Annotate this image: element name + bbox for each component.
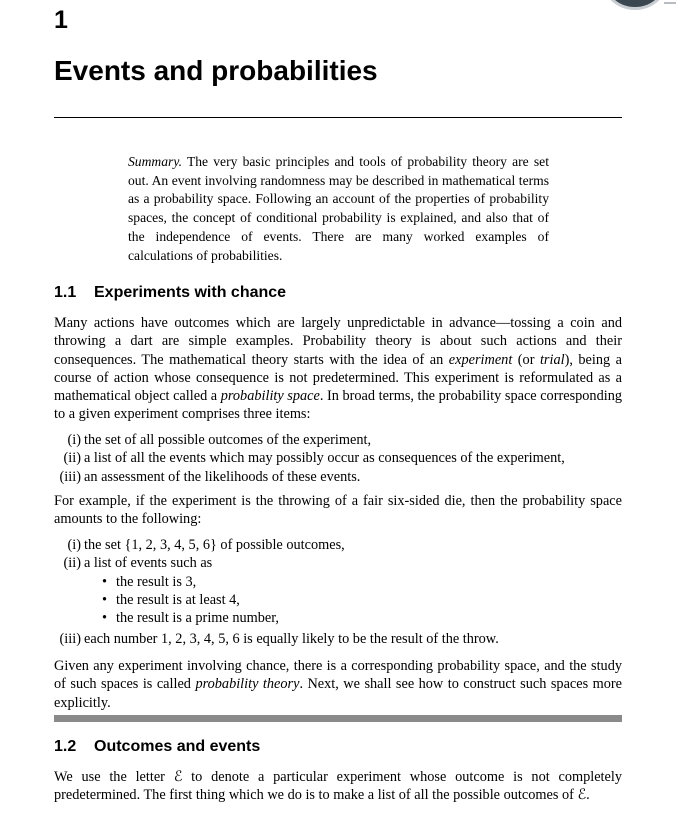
section-number: 1.1: [54, 284, 77, 301]
bullet-item: • the result is at least 4,: [102, 591, 622, 609]
term-experiment: experiment: [448, 351, 513, 368]
list-item: [54, 468, 622, 486]
list-text: the set {1, 2, 3, 4, 5, 6} of possible outcomes,: [84, 537, 345, 553]
space-items-list: [54, 431, 622, 486]
list-item: [54, 449, 622, 467]
die-example-list: [54, 536, 622, 649]
event-bullets: [84, 573, 622, 628]
bullet-item: • the result is 3,: [102, 573, 622, 591]
summary-text: The very basic principles and tools of probability theory are set out. An event involving randomness may be described in mathematical terms as a probability space. Following an account of the properties of probability spaces, the concept of conditional probability is explained, and also that of the independence of events. There are many worked examples of calculations of probabilities.: [128, 154, 549, 263]
intro-paragraph: [54, 314, 622, 424]
list-label: (i): [67, 432, 81, 448]
term-probability-theory: probability theory: [195, 676, 300, 693]
text-run: . In broad terms, the probability space corresponding to a given experiment comprises three items:: [54, 388, 622, 423]
list-label: (ii): [63, 555, 81, 572]
list-text: each number 1, 2, 3, 4, 5, 6 is equally likely to be the result of the throw.: [84, 631, 499, 648]
section-title: Outcomes and events: [94, 738, 261, 755]
summary-label: Summary.: [128, 154, 182, 169]
chapter-number: 1: [54, 6, 68, 34]
closing-paragraph: [54, 657, 622, 712]
example-paragraph: For example, if the experiment is the throwing of a fair six-sided die, then the probability space amounts to the following:: [54, 493, 622, 528]
list-item: [54, 431, 622, 449]
chapter-summary: [128, 153, 549, 265]
term-trial: trial: [539, 351, 565, 368]
list-text: a list of all the events which may possibly occur as consequences of the experiment,: [84, 450, 565, 467]
section-number: 1.2: [54, 738, 77, 755]
list-text: the set of all possible outcomes of the experiment,: [84, 432, 372, 448]
list-item: [54, 630, 622, 648]
text-run: . Next, we shall see how to construct such spaces more explicitly.: [54, 676, 623, 711]
list-item: [54, 536, 622, 554]
section-title: Experiments with chance: [94, 284, 287, 301]
bullet-item: • the result is a prime number,: [102, 609, 622, 627]
text-run: Given any experiment involving chance, there is a corresponding probability space, and the study of such spaces is called: [54, 658, 622, 693]
title-rule: [54, 117, 622, 118]
chapter-title: Events and probabilities: [54, 55, 378, 86]
list-text: a list of events such as: [84, 555, 213, 572]
outcomes-paragraph: We use the letter ℰ to denote a particular experiment whose outcome is not completely predetermined. The first thing which we do is to make a list of all the possible outcomes of ℰ.: [54, 769, 622, 804]
text-run: Many actions have outcomes which are largely unpredictable in advance—tossing a coin and throwing a dart are simple examples. Probability theory is about such actions and their consequences. The mathematical theory starts with the idea of an: [54, 315, 622, 368]
list-text: an assessment of the likelihoods of these events.: [84, 468, 361, 485]
list-label: (iii): [59, 468, 81, 485]
section-divider: [54, 715, 622, 722]
section-1-1-heading: [54, 284, 286, 302]
list-label: (iii): [59, 631, 81, 648]
text-run: (or: [512, 351, 540, 368]
text-run: ), being a course of action whose consequence is not predetermined. This experiment is reformulated as a mathematical object called a: [54, 351, 622, 405]
corner-logo-disc: [600, 0, 670, 10]
term-probability-space: probability space: [220, 388, 320, 405]
list-label: (ii): [63, 450, 81, 467]
corner-rule: [664, 2, 676, 4]
section-1-2-heading: [54, 738, 260, 756]
list-item: [54, 554, 622, 627]
list-label: (i): [67, 537, 81, 553]
